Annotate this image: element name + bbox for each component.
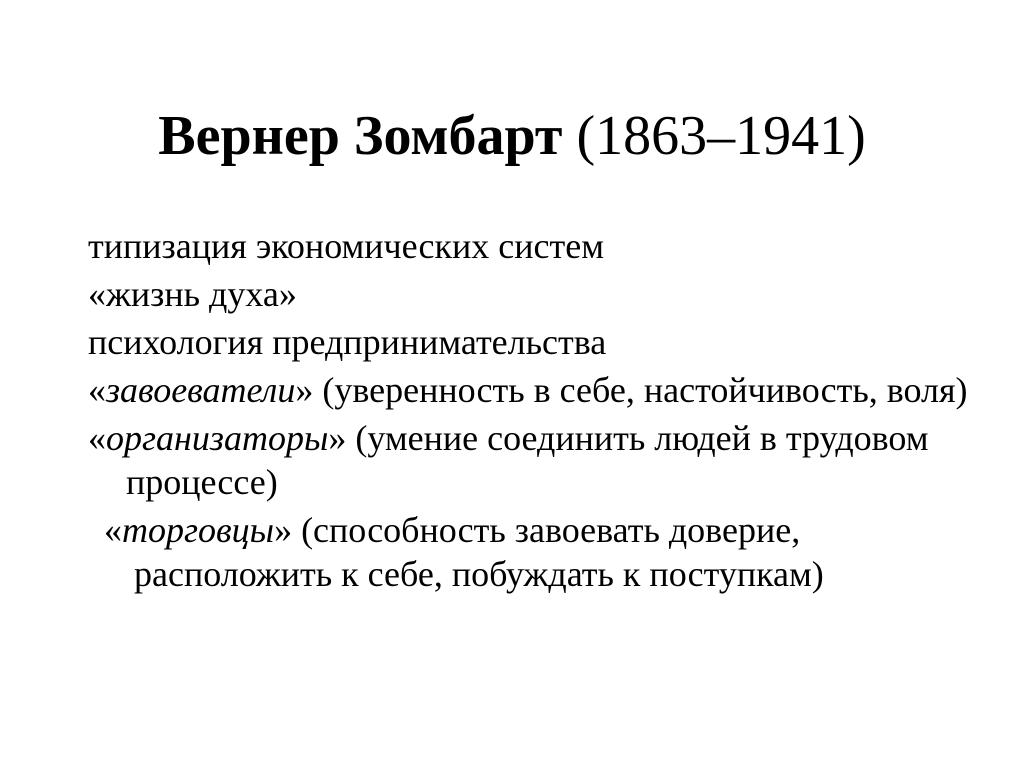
item-text: типизация экономических систем	[88, 226, 604, 266]
open-quote: «	[88, 418, 106, 458]
list-item-conquerors	[88, 368, 968, 412]
item-term: торговцы	[122, 510, 275, 550]
list-item-spirit-life	[88, 272, 968, 316]
open-quote: «	[104, 510, 122, 550]
item-text: психология предпринимательства	[88, 322, 607, 362]
item-description: (умение соединить людей в трудовом процессе)	[126, 418, 929, 502]
slide-title	[0, 100, 1024, 172]
list-item-entrepreneurship-psychology	[88, 320, 968, 364]
bullet-list	[88, 224, 968, 600]
close-quote: »	[328, 418, 347, 458]
list-item-organizers	[88, 416, 968, 504]
title-years: (1863–1941)	[576, 105, 866, 167]
close-quote: »	[295, 370, 314, 410]
close-quote: »	[274, 510, 293, 550]
item-term: завоеватели	[106, 370, 296, 410]
list-item-traders	[88, 508, 968, 596]
item-description: (способность завоевать доверие, расположить к себе, побуждать к поступкам)	[134, 510, 824, 594]
item-text: «жизнь духа»	[88, 274, 297, 314]
open-quote: «	[88, 370, 106, 410]
item-term: организаторы	[106, 418, 329, 458]
title-name: Вернер Зомбарт	[158, 105, 563, 167]
item-description: (уверенность в себе, настойчивость, воля)	[313, 370, 968, 410]
list-item-typization	[88, 224, 968, 268]
